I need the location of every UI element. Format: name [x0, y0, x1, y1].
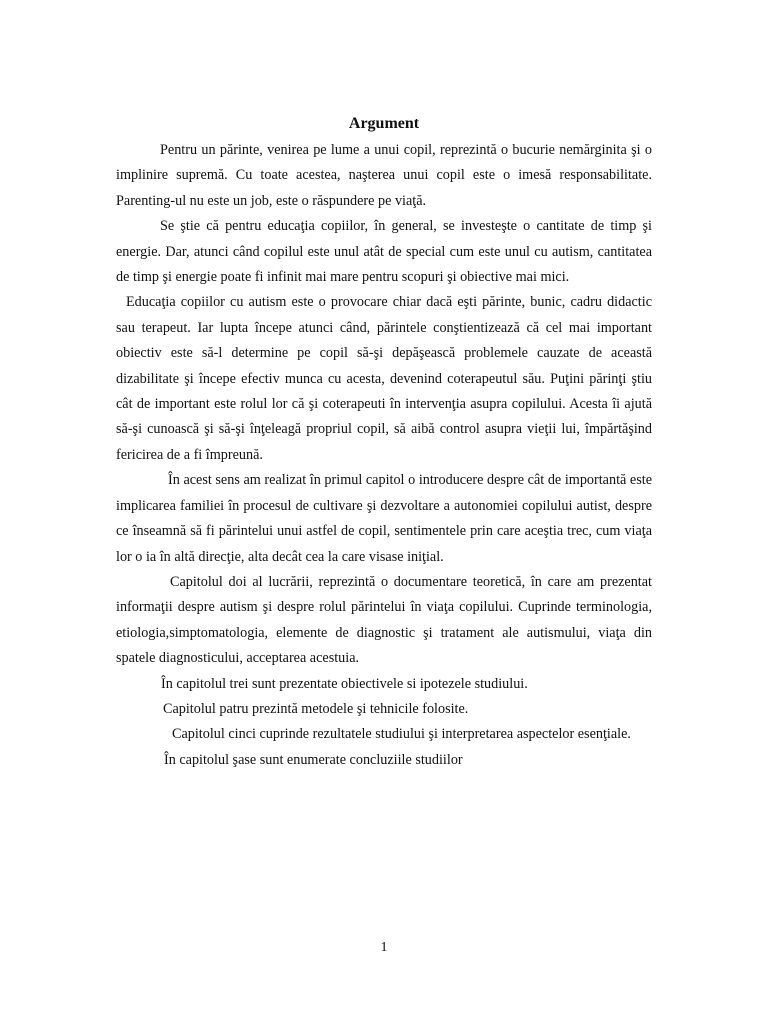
paragraph-education-time: Se ştie că pentru educaţia copiilor, în general, se investeşte o cantitate de timp şi energie. Dar, atunci când copilul este unul atât de special cum este unul cu autism, cantitatea de timp şi energie poate fi infinit mai mare pentru scopuri şi obiective mai mici.: [116, 218, 652, 286]
paragraph-chapter-four: Capitolul patru prezintă metodele şi tehnicile folosite.: [163, 700, 469, 717]
document-title: Argument: [348, 115, 420, 132]
paragraph-education-autism: Educaţia copiilor cu autism este o provocare chiar dacă eşti părinte, bunic, cadru didactic sau terapeut. Iar lupta începe atunci când, părintele conştientizează că cel mai important obiectiv este să-l determine pe copil să-şi depăşească problemele cauzate de această dizabilitate şi începe efectiv munca cu acesta, devenind coterapeutul său. Puţini părinţi ştiu cât de important este rolul lor că şi coterapeuti în intervenţia asupra copilului. Acesta îi ajută să-şi cunoască şi să-şi înţeleagă propriul copil, să aibă control asupra vieţii lui, împărtăşind fericirea de a fi împreună.: [116, 294, 652, 463]
document-body: [116, 138, 652, 773]
paragraph-chapter-three: În capitolul trei sunt prezentate obiectivele si ipotezele studiului.: [161, 675, 528, 692]
paragraph-chapter-one: În acest sens am realizat în primul capitol o introducere despre cât de importantă este implicarea familiei în procesul de cultivare şi dezvoltare a autonomiei copilului autist, despre ce înseamnă să fi părintelui unui astfel de copil, sentimentele prin care aceştia trec, cum viaţa lor o ia în altă direcţie, alta decât cea la care visase iniţial.: [116, 472, 652, 565]
paragraph-chapter-six: În capitolul şase sunt enumerate concluziile studiilor: [164, 751, 463, 768]
paragraph-chapter-two: Capitolul doi al lucrării, reprezintă o documentare teoretică, în care am prezentat informaţii despre autism şi despre rolul părintelui în viaţa copilului. Cuprinde terminologia, etiologia,simptomatologia, elemente de diagnostic şi tratament ale autismului, viaţa din spatele diagnosticului, acceptarea acestuia.: [116, 573, 652, 667]
paragraph-intro: Pentru un părinte, venirea pe lume a unui copil, reprezintă o bucurie nemărginita şi o implinire supremă. Cu toate acestea, naşterea unui copil este o imesă responsabilitate. Parenting-ul nu este un job, este o răspundere pe viaţă.: [116, 142, 652, 209]
page-number: 1: [380, 940, 388, 955]
paragraph-chapter-five: Capitolul cinci cuprinde rezultatele studiului şi interpretarea aspectelor esenţiale.: [172, 726, 631, 743]
